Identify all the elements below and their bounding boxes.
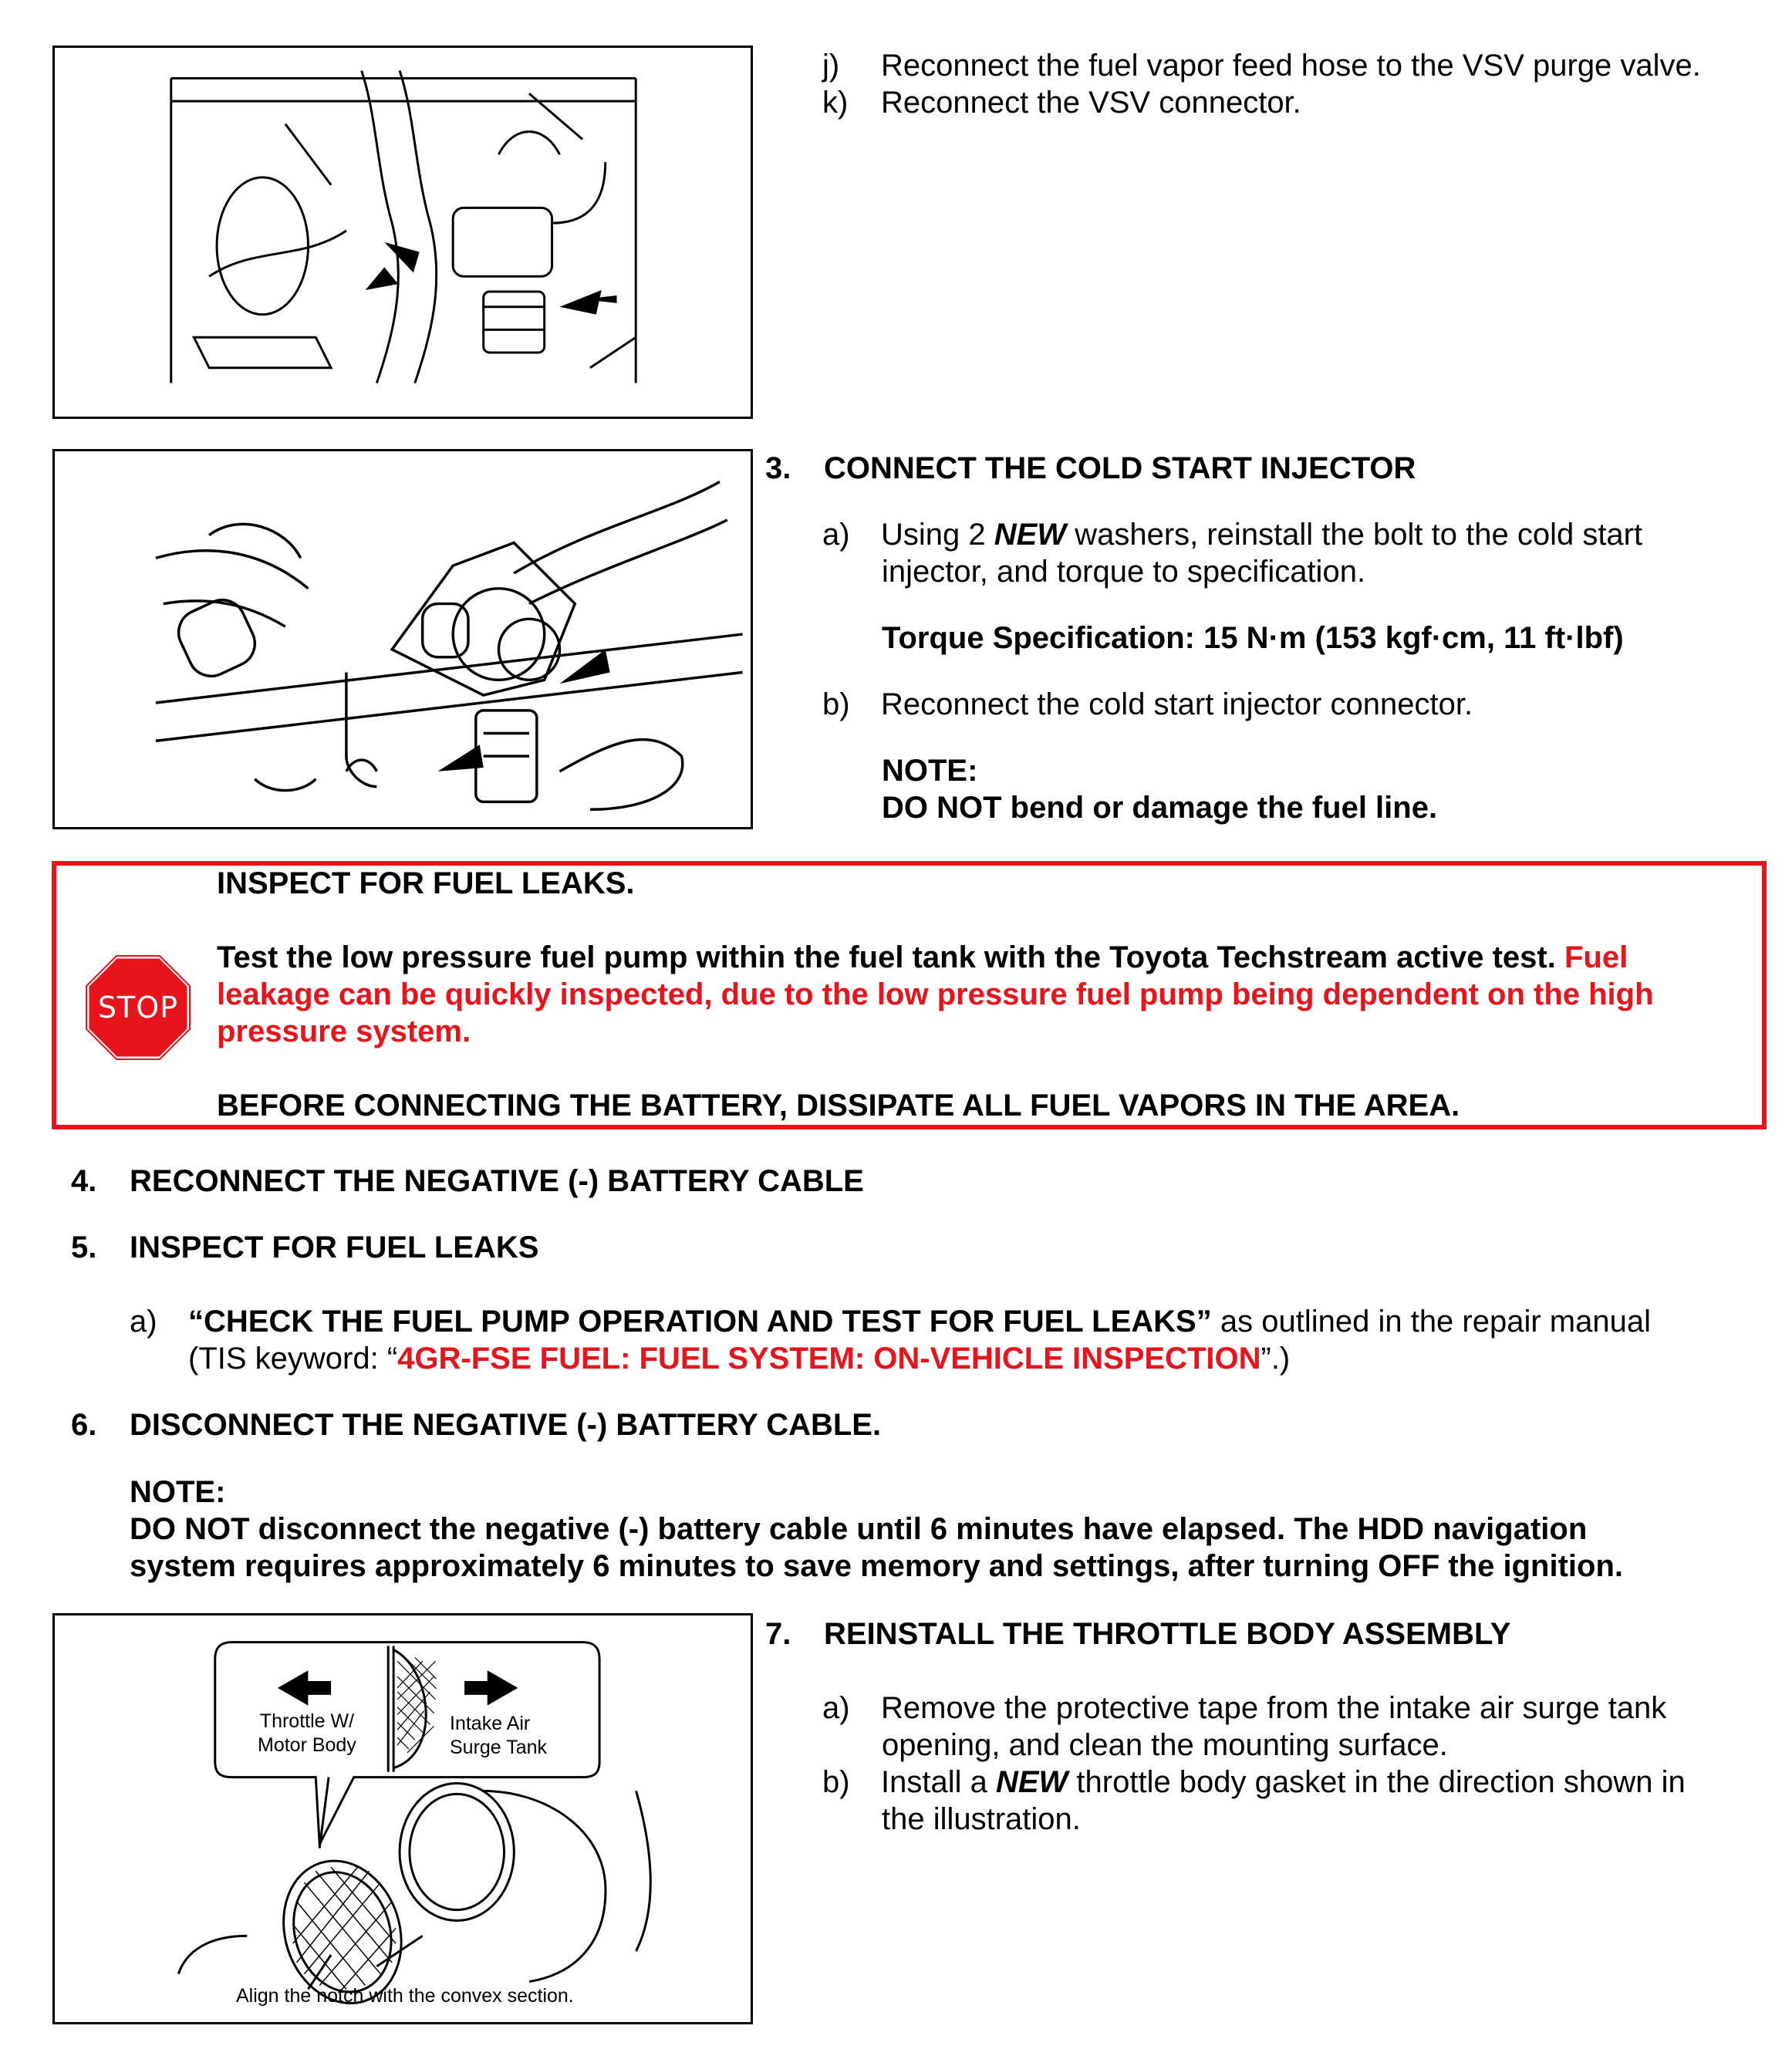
step5-item-a xyxy=(130,1303,1651,1340)
item-label: b) xyxy=(822,1765,850,1799)
torque-specification: Torque Specification: 15 N·m (153 kgf·cm, 11 ft·lbf) xyxy=(882,621,1624,655)
step3-note-label: NOTE: xyxy=(882,754,978,788)
step2-item-k xyxy=(822,84,1301,121)
figure-caption: Align the notch with the convex section. xyxy=(236,1985,574,2007)
stop-line1: Test the low pressure fuel pump within the fuel tank with the Toyota Techstream active test. Fuel xyxy=(217,940,1628,974)
step6-note-label: NOTE: xyxy=(130,1475,226,1509)
item-label: a) xyxy=(822,1691,850,1725)
stop-line2: leakage can be quickly inspected, due to the low pressure fuel pump being dependent on the high xyxy=(217,977,1654,1011)
arrow-icon xyxy=(384,242,419,273)
injector-drawing xyxy=(55,451,751,827)
stop-sign-icon xyxy=(86,955,191,1060)
step-number: 4. xyxy=(71,1164,97,1198)
step-number: 6. xyxy=(71,1408,97,1442)
step3-item-a xyxy=(822,516,1642,553)
step3-note-text: DO NOT bend or damage the fuel line. xyxy=(882,791,1438,825)
step5-item-a-line2: (TIS keyword: “4GR-FSE FUEL: FUEL SYSTEM: ON-VEHICLE INSPECTION”.) xyxy=(188,1342,1291,1376)
surge-tank-label: Intake Air Surge Tank xyxy=(450,1713,548,1758)
step-title: DISCONNECT THE NEGATIVE (-) BATTERY CABLE. xyxy=(130,1408,882,1442)
step7-heading xyxy=(765,1615,1510,1653)
vsv-illustration xyxy=(52,46,753,419)
item-text: “CHECK THE FUEL PUMP OPERATION AND TEST FOR FUEL LEAKS” as outlined in the repair manual xyxy=(188,1305,1651,1339)
item-text: Reconnect the VSV connector. xyxy=(881,86,1301,120)
step7-item-b-line2: the illustration. xyxy=(882,1802,1081,1836)
step6-note-line1: DO NOT disconnect the negative (-) battery cable until 6 minutes have elapsed. The HDD navigation xyxy=(130,1512,1588,1546)
item-text: Install a NEW throttle body gasket in the direction shown in xyxy=(881,1765,1686,1799)
tis-keyword: 4GR-FSE FUEL: FUEL SYSTEM: ON-VEHICLE INSPECTION xyxy=(397,1342,1261,1376)
item-text: Using 2 NEW washers, reinstall the bolt to the cold start xyxy=(881,518,1643,552)
stop-heading: INSPECT FOR FUEL LEAKS. xyxy=(217,866,635,900)
arrow-left-icon xyxy=(278,1670,331,1705)
item-label: k) xyxy=(822,86,849,120)
item-label: a) xyxy=(130,1305,157,1339)
mesh-icon xyxy=(397,1657,436,1753)
step-number: 3. xyxy=(765,451,791,485)
item-text: Reconnect the fuel vapor feed hose to the VSV purge valve. xyxy=(881,49,1701,83)
step-title: INSPECT FOR FUEL LEAKS xyxy=(130,1231,539,1264)
throttle-body-label: Throttle W/ Motor Body xyxy=(258,1710,356,1756)
step-title: REINSTALL THE THROTTLE BODY ASSEMBLY xyxy=(824,1617,1511,1651)
step3-item-b xyxy=(822,686,1473,723)
step5-heading xyxy=(71,1229,538,1266)
step-title: CONNECT THE COLD START INJECTOR xyxy=(824,451,1416,485)
item-label: b) xyxy=(822,687,850,721)
step6-heading xyxy=(71,1406,881,1443)
throttle-gasket-illustration xyxy=(52,1613,753,2024)
step7-item-a xyxy=(822,1690,1666,1727)
step-title: RECONNECT THE NEGATIVE (-) BATTERY CABLE xyxy=(130,1164,864,1198)
item-text: Reconnect the cold start injector connector. xyxy=(881,687,1473,721)
step3-heading xyxy=(765,450,1416,487)
gasket-drawing xyxy=(55,1615,751,2022)
stop-warning: BEFORE CONNECTING THE BATTERY, DISSIPATE ALL FUEL VAPORS IN THE AREA. xyxy=(217,1089,1460,1123)
step4-heading xyxy=(71,1163,864,1200)
item-label: a) xyxy=(822,518,850,552)
step3-item-a-line2: injector, and torque to specification. xyxy=(882,555,1366,589)
step6-note-line2: system requires approximately 6 minutes to save memory and settings, after turning OFF the ignition. xyxy=(130,1549,1623,1583)
arrow-right-icon xyxy=(464,1670,518,1705)
step2-item-j xyxy=(822,47,1701,84)
step7-item-b xyxy=(822,1764,1686,1801)
item-text: Remove the protective tape from the intake air surge tank xyxy=(881,1691,1667,1725)
vsv-drawing xyxy=(55,48,751,417)
step-number: 7. xyxy=(765,1617,791,1651)
item-label: j) xyxy=(822,49,840,83)
stop-sign-text: STOP xyxy=(97,991,179,1025)
step-number: 5. xyxy=(71,1231,97,1264)
step7-item-a-line2: opening, and clean the mounting surface. xyxy=(882,1728,1448,1762)
cold-start-injector-illustration xyxy=(52,449,753,829)
stop-line3: pressure system. xyxy=(217,1014,471,1048)
